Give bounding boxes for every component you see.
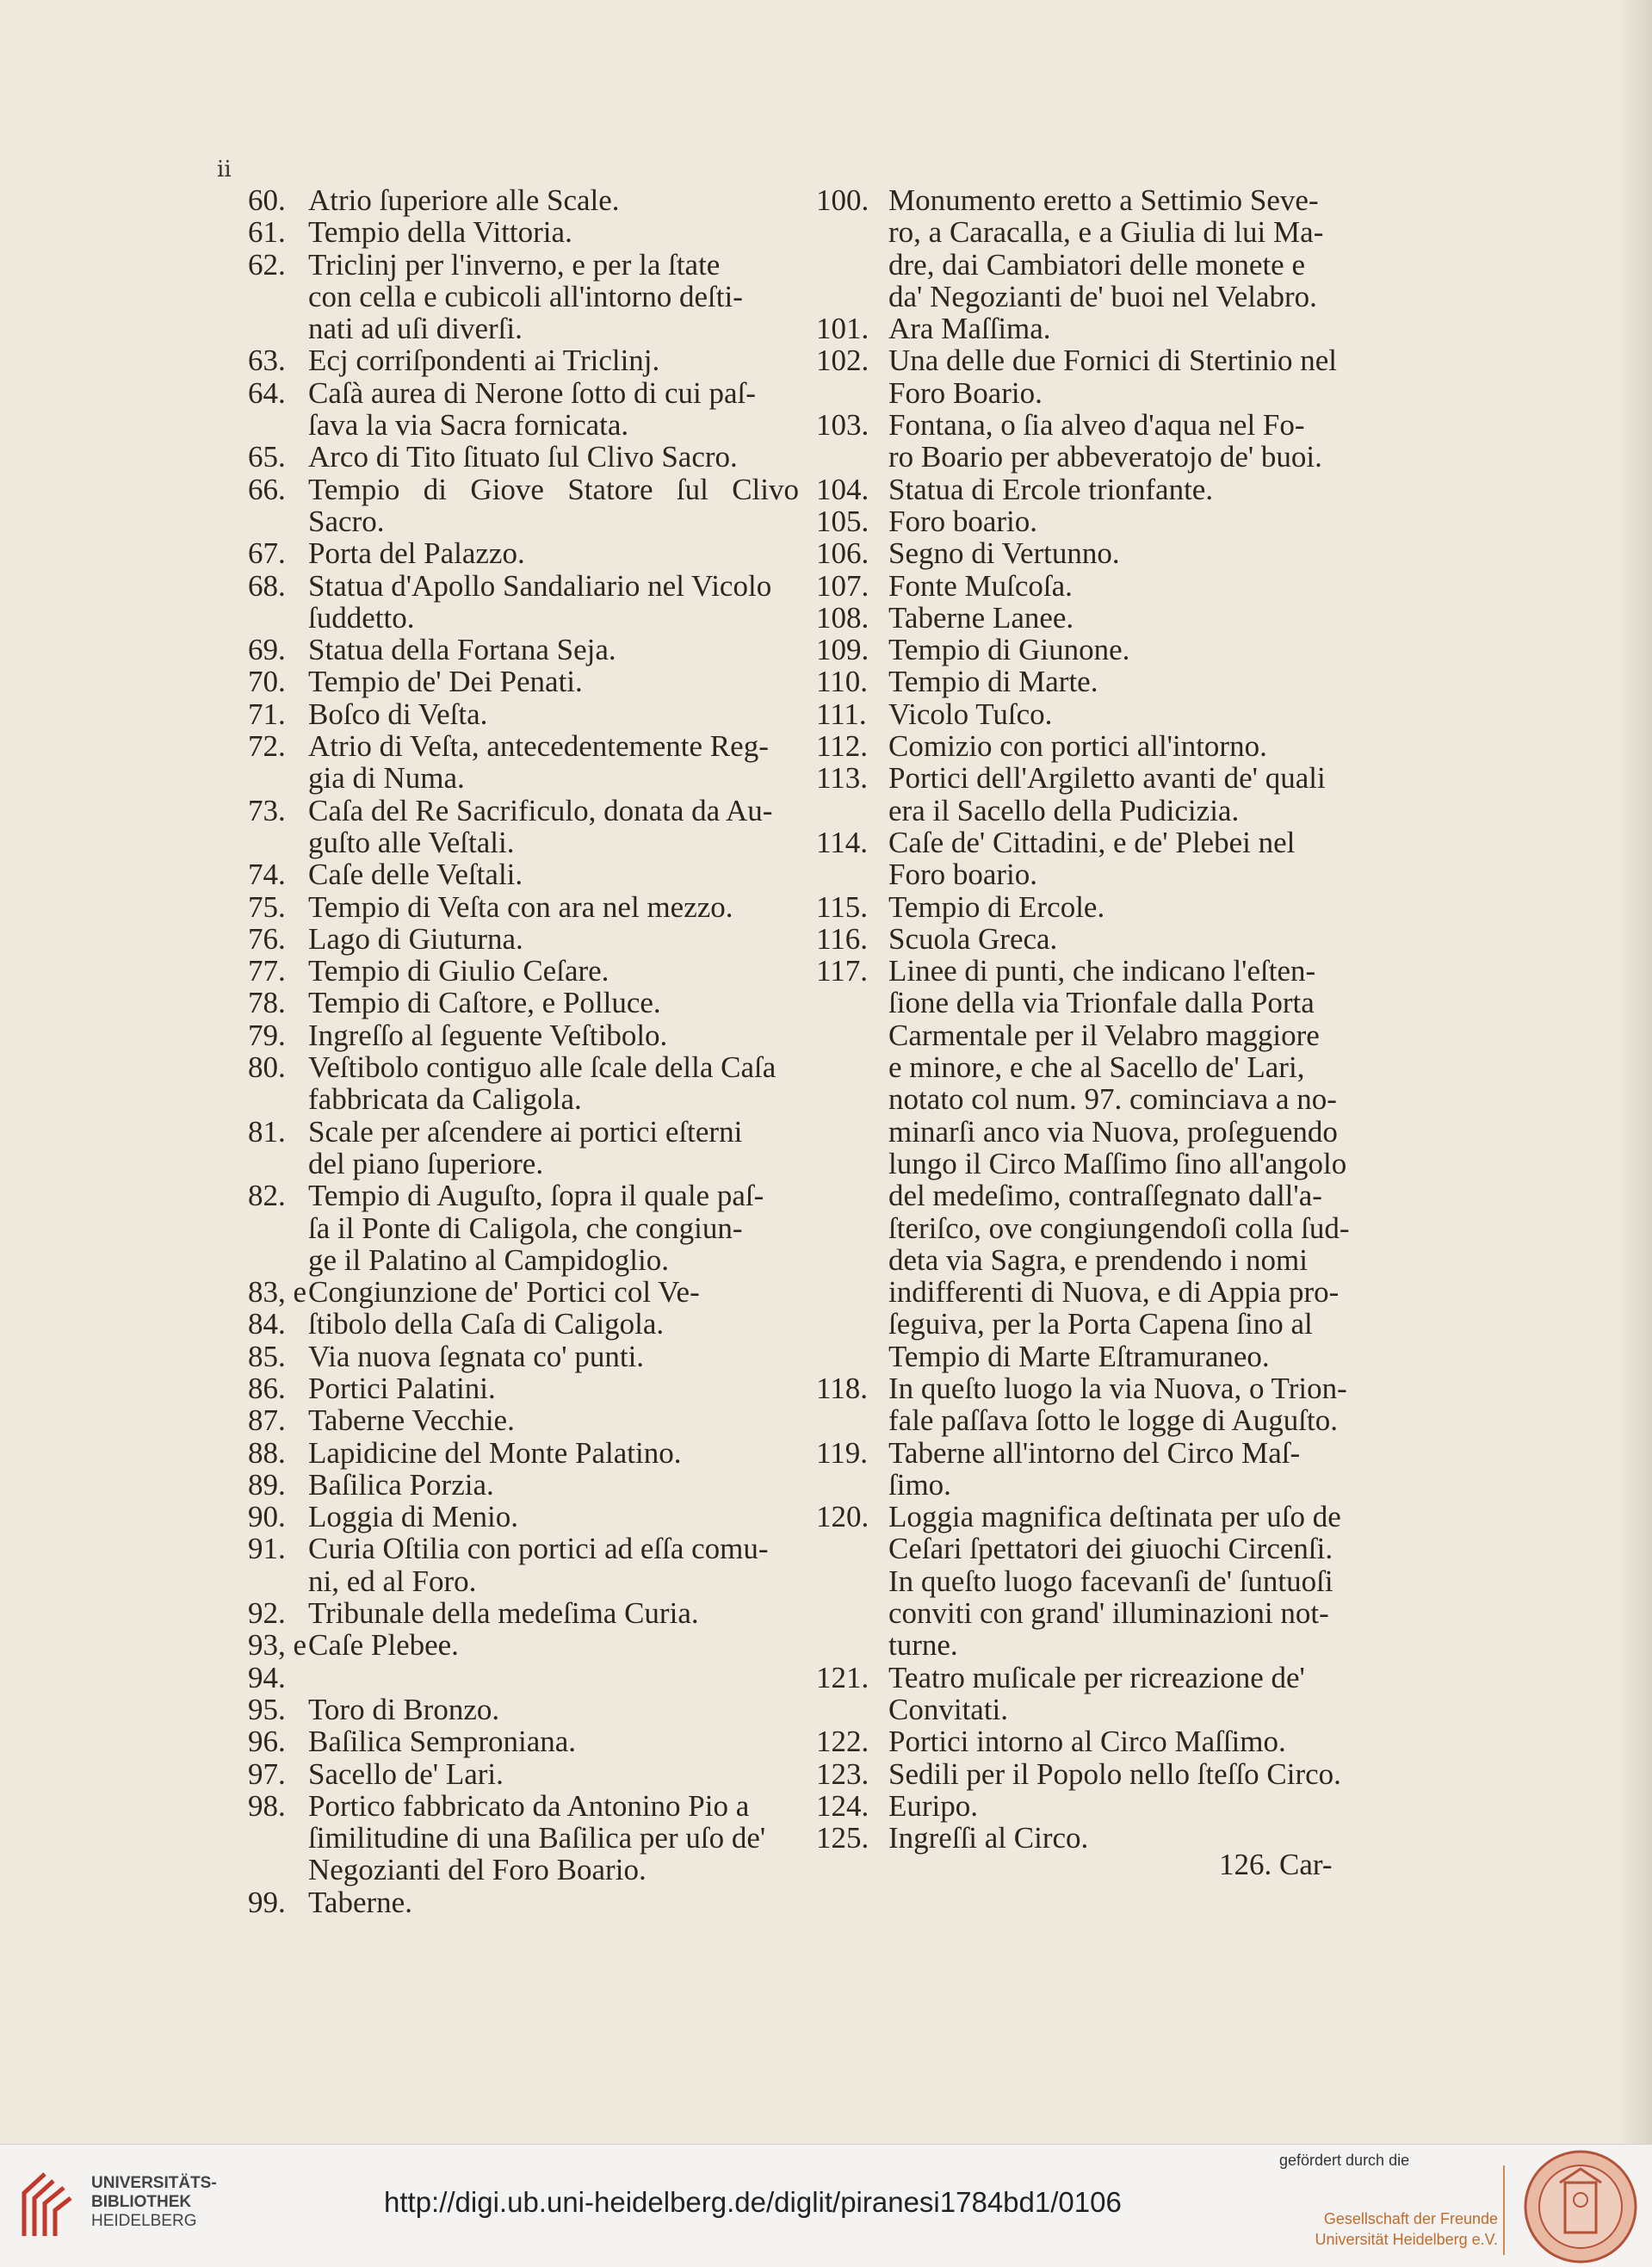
index-entry <box>816 409 1367 474</box>
entry-number: 81. <box>248 1114 286 1149</box>
entry-text: Caſe delle Veſtali. <box>308 858 523 892</box>
entry-number: 86. <box>248 1371 286 1405</box>
library-logo-icon <box>19 2167 74 2241</box>
entry-number: 79. <box>248 1018 286 1052</box>
index-entry <box>248 570 799 635</box>
entry-number: 124. <box>816 1788 869 1823</box>
entry-number: 125. <box>816 1821 869 1855</box>
entry-text: Toro di Bronzo. <box>308 1692 500 1726</box>
entry-text: Taberne all'intorno del Circo Maſ- ſimo. <box>888 1435 1301 1502</box>
right-column <box>816 184 1367 1854</box>
index-entry <box>248 1437 799 1469</box>
index-entry <box>248 1886 799 1918</box>
entry-number: 82. <box>248 1179 286 1213</box>
index-entry <box>248 698 799 730</box>
entry-number: 75. <box>248 889 286 924</box>
entry-text: Curia Oſtilia con portici ad eſſa comu- ni, ed al Foro. <box>308 1532 769 1598</box>
entry-text: Ingreſſi al Circo. <box>888 1821 1089 1855</box>
entry-number: 67. <box>248 536 286 571</box>
viewer-footer <box>0 2144 1652 2267</box>
entry-text: Lapidicine del Monte Palatino. <box>308 1435 682 1470</box>
entry-text: Tempio di Giove Statore ſul Clivo Sacro. <box>308 472 799 538</box>
entry-number: 73. <box>248 793 286 827</box>
index-entry <box>816 730 1367 762</box>
entry-number: 68. <box>248 568 286 603</box>
entry-number: 117. <box>816 954 868 988</box>
entry-number: 72. <box>248 729 286 764</box>
index-entry <box>816 344 1367 409</box>
index-entry <box>248 858 799 890</box>
entry-number: 116. <box>816 921 868 956</box>
entry-text: Caſe de' Cittadini, e de' Plebei nel Foro boario. <box>888 825 1296 892</box>
entry-number: 111. <box>816 697 867 731</box>
library-name <box>91 2174 217 2231</box>
index-entry <box>248 441 799 473</box>
entry-number: 110. <box>816 665 868 699</box>
entry-text: Tempio di Ercole. <box>888 889 1105 924</box>
entry-number: 89. <box>248 1467 286 1502</box>
index-entry <box>248 987 799 1019</box>
permalink-url[interactable]: http://digi.ub.uni-heidelberg.de/diglit/piranesi1784bd1/0106 <box>384 2186 1122 2218</box>
entry-number: 76. <box>248 921 286 956</box>
entry-text: Fontana, o ſia alveo d'aqua nel Fo- ro Boario per abbeveratojo de' buoi. <box>888 408 1322 474</box>
index-entry <box>248 1694 799 1725</box>
entry-number: 113. <box>816 761 868 796</box>
entry-number: 87. <box>248 1403 286 1438</box>
index-entry <box>248 1469 799 1501</box>
entry-text: Boſco di Veſta. <box>308 697 488 731</box>
entry-text: Baſilica Porzia. <box>308 1467 494 1502</box>
entry-text: Una delle due Fornici di Stertinio nel Foro Boario. <box>888 344 1338 410</box>
entry-text: Ara Maſſima. <box>888 312 1051 346</box>
entry-number: 92. <box>248 1596 286 1631</box>
index-entry <box>248 249 799 345</box>
index-entry <box>816 313 1367 344</box>
entry-number: 69. <box>248 633 286 667</box>
entry-text: Tempio di Giunone. <box>888 633 1130 667</box>
entry-number: 115. <box>816 889 868 924</box>
entry-number: 122. <box>816 1725 869 1759</box>
index-entry <box>248 537 799 569</box>
entry-text: Monumento eretto a Settimio Seve- ro, a Caracalla, e a Giulia di lui Ma- dre, dai Cambiatori delle monete e da' Negozianti de' buoi nel Velabro. <box>888 183 1324 313</box>
index-entry <box>816 1758 1367 1790</box>
entry-number: 108. <box>816 600 869 635</box>
library-name-line: BIBLIOTHEK <box>91 2193 192 2211</box>
index-entry <box>248 1501 799 1533</box>
entry-number: 104. <box>816 472 869 506</box>
entry-text: Taberne. <box>308 1885 412 1919</box>
entry-number: 65. <box>248 440 286 474</box>
index-entry <box>248 1116 799 1180</box>
entry-text: Tribunale della medeſima Curia. <box>308 1596 699 1631</box>
index-entry <box>816 762 1367 827</box>
entry-number: 64. <box>248 375 286 410</box>
entry-number: 88. <box>248 1435 286 1470</box>
entry-number: 118. <box>816 1371 868 1405</box>
entry-number: 78. <box>248 986 286 1020</box>
index-entry <box>816 537 1367 569</box>
entry-number: 77. <box>248 954 286 988</box>
entry-text: Fonte Muſcoſa. <box>888 568 1073 603</box>
index-entry <box>248 666 799 697</box>
entry-number: 102. <box>816 344 869 378</box>
entry-number: 107. <box>816 568 869 603</box>
entry-number: 97. <box>248 1756 286 1791</box>
entry-text: Loggia magnifica deſtinata per uſo de Ceſari ſpettatori dei giuochi Circenſi. In queſto luogo facevanſi de' ſuntuoſi conviti con grand' illuminazioni not- turne. <box>888 1500 1341 1663</box>
index-entry <box>248 1051 799 1116</box>
entry-text: Veſtibolo contiguo alle ſcale della Caſa fabbricata da Caligola. <box>308 1050 777 1117</box>
index-entry <box>816 666 1367 697</box>
index-entry <box>248 216 799 248</box>
index-entry <box>816 570 1367 602</box>
entry-number: 70. <box>248 665 286 699</box>
page-marker: ii <box>217 157 232 183</box>
entry-text: Tempio di Marte. <box>888 665 1098 699</box>
sponsor-name-line: Gesellschaft der Freunde <box>1323 2210 1498 2227</box>
entry-text: Loggia di Menio. <box>308 1500 518 1534</box>
entry-text: Ingreſſo al ſeguente Veſtibolo. <box>308 1018 668 1052</box>
entry-number: 105. <box>816 504 869 538</box>
entry-text: Tempio de' Dei Penati. <box>308 665 583 699</box>
index-entry <box>248 1725 799 1757</box>
index-entry <box>248 184 799 216</box>
entry-number: 60. <box>248 183 286 217</box>
index-entry <box>248 474 799 538</box>
entry-text: Foro boario. <box>888 504 1038 538</box>
index-entry <box>248 1758 799 1790</box>
index-entry <box>248 1404 799 1436</box>
entry-text: Caſà aurea di Nerone ſotto di cui paſ- ſava la via Sacra fornicata. <box>308 375 756 443</box>
entry-number: 95. <box>248 1692 286 1726</box>
entry-text: Atrio di Veſta, antecedentemente Reg- gia di Numa. <box>308 729 769 796</box>
entry-number: 74. <box>248 858 286 892</box>
index-entry <box>816 1372 1367 1437</box>
sponsor-name-line: Universität Heidelberg e.V. <box>1315 2231 1498 2248</box>
index-entry <box>816 1662 1367 1726</box>
entry-text: Segno di Vertunno. <box>888 536 1120 571</box>
index-entry <box>248 730 799 795</box>
index-entry <box>248 1372 799 1404</box>
index-entry <box>248 923 799 955</box>
index-entry <box>248 1790 799 1886</box>
entry-text: Taberne Vecchie. <box>308 1403 515 1438</box>
entry-number: 62. <box>248 247 286 282</box>
index-entry <box>816 955 1367 1372</box>
index-entry <box>248 795 799 859</box>
entry-number: 80. <box>248 1050 286 1085</box>
index-entry <box>816 505 1367 537</box>
entry-text: Tempio della Vittoria. <box>308 215 572 250</box>
entry-text: Sacello de' Lari. <box>308 1756 504 1791</box>
entry-text: Tempio di Veſta con ara nel mezzo. <box>308 889 733 924</box>
sponsor-name <box>1281 2208 1498 2250</box>
entry-number: 61. <box>248 215 286 250</box>
index-entry <box>816 1437 1367 1502</box>
entry-text: Comizio con portici all'intorno. <box>888 729 1267 764</box>
entry-text: Statua della Fortana Seja. <box>308 633 616 667</box>
entry-text: Lago di Giuturna. <box>308 921 523 956</box>
catchword: 126. Car- <box>1219 1848 1333 1881</box>
entry-text: Congiunzione de' Portici col Ve- ſtibolo della Caſa di Caligola. <box>308 1275 700 1341</box>
entry-text: Tempio di Auguſto, ſopra il quale paſ- ſa il Ponte di Caligola, che congiun- ge il Palatino al Campidoglio. <box>308 1179 764 1277</box>
entry-text: Scale per aſcendere ai portici eſterni del piano ſuperiore. <box>308 1114 743 1180</box>
index-entry <box>816 891 1367 923</box>
entry-number: 85. <box>248 1339 286 1373</box>
entry-number: 99. <box>248 1885 286 1919</box>
entry-number: 66. <box>248 472 286 506</box>
entry-text: Baſilica Semproniana. <box>308 1725 577 1759</box>
index-entry <box>248 1533 799 1597</box>
entry-text: Caſa del Re Sacrificulo, donata da Au- guſto alle Veſtali. <box>308 793 773 859</box>
entry-text: Caſe Plebee. <box>308 1628 459 1663</box>
entry-text: Porta del Palazzo. <box>308 536 525 571</box>
index-entry <box>248 1341 799 1372</box>
entry-number: 63. <box>248 344 286 378</box>
entry-number: 90. <box>248 1500 286 1534</box>
entry-number: 109. <box>816 633 869 667</box>
entry-text: Sedili per il Popolo nello ſteſſo Circo. <box>888 1756 1341 1791</box>
entry-text: Teatro muſicale per ricreazione de' Convitati. <box>888 1660 1305 1726</box>
entry-text: In queſto luogo la via Nuova, o Trion- fale paſſava ſotto le logge di Auguſto. <box>888 1371 1347 1438</box>
university-seal-icon <box>1522 2148 1639 2265</box>
library-name-line: UNIVERSITÄTS- <box>91 2174 217 2192</box>
entry-number: 91. <box>248 1532 286 1566</box>
entry-text: Portico fabbricato da Antonino Pio a ſimilitudine di una Baſilica per uſo de' Negozianti del Foro Boario. <box>308 1788 766 1887</box>
index-entry <box>248 1180 799 1276</box>
entry-text: Statua d'Apollo Sandaliario nel Vicolo ſuddetto. <box>308 568 772 635</box>
entry-text: Ecj corriſpondenti ai Triclinj. <box>308 344 660 378</box>
entry-number: 93, e 94. <box>248 1628 307 1694</box>
index-entry <box>248 1276 799 1341</box>
index-entry <box>816 634 1367 666</box>
index-entry <box>816 827 1367 891</box>
entry-number: 106. <box>816 536 869 571</box>
library-name-line: HEIDELBERG <box>91 2212 197 2230</box>
index-entry <box>248 1597 799 1629</box>
entry-text: Scuola Greca. <box>888 921 1058 956</box>
entry-number: 103. <box>816 408 869 443</box>
index-entry <box>816 1501 1367 1661</box>
entry-text: Statua di Ercole trionfante. <box>888 472 1214 506</box>
entry-number: 71. <box>248 697 286 731</box>
index-entry <box>248 1629 799 1694</box>
entry-text: Arco di Tito ſituato ſul Clivo Sacro. <box>308 440 738 474</box>
entry-number: 112. <box>816 729 868 764</box>
entry-number: 121. <box>816 1660 869 1694</box>
index-entry <box>816 1725 1367 1757</box>
entry-number: 101. <box>816 312 869 346</box>
index-entry <box>816 602 1367 634</box>
entry-number: 100. <box>816 183 869 217</box>
entry-text: Taberne Lanee. <box>888 600 1074 635</box>
entry-text: Tempio di Caſtore, e Polluce. <box>308 986 661 1020</box>
index-entry <box>248 344 799 376</box>
entry-text: Portici dell'Argiletto avanti de' quali era il Sacello della Pudicizia. <box>888 761 1326 827</box>
index-entry <box>248 891 799 923</box>
entry-number: 123. <box>816 1756 869 1791</box>
index-entry <box>816 184 1367 313</box>
entry-text: Atrio ſuperiore alle Scale. <box>308 183 620 217</box>
entry-text: Linee di punti, che indicano l'eſten- ſione della via Trionfale dalla Porta Carmentale per il Velabro maggiore e minore, e che al Sacello de' Lari, notato col num. 97. cominciava a no- minarſi anco via Nuova, proſeguendo lungo il Circo Maſſimo ſino all'angolo del medeſimo, contraſſegnato dall'a- ſteriſco, ove congiungendoſi colla ſud- deta via Sagra, e prendendo i nomi indifferenti di Nuova, e di Appia pro- ſeguiva, per la Porta Capena ſino al Tempio di Marte Eſtramuraneo. <box>888 954 1350 1373</box>
entry-text: Tempio di Giulio Ceſare. <box>308 954 609 988</box>
index-entry <box>816 923 1367 955</box>
entry-text: Euripo. <box>888 1788 979 1823</box>
entry-text: Triclinj per l'inverno, e per la ſtate con cella e cubicoli all'intorno deſti- nati ad uſi diverſi. <box>308 247 743 346</box>
sponsor-label: gefördert durch die <box>1279 2152 1410 2169</box>
left-column <box>248 184 799 1918</box>
entry-number: 120. <box>816 1500 869 1534</box>
index-entry <box>248 1019 799 1051</box>
index-entry <box>816 698 1367 730</box>
entry-number: 119. <box>816 1435 868 1470</box>
entry-text: Vicolo Tuſco. <box>888 697 1053 731</box>
entry-number: 98. <box>248 1788 286 1823</box>
index-entry <box>248 955 799 987</box>
footer-divider <box>1503 2165 1505 2255</box>
entry-number: 96. <box>248 1725 286 1759</box>
entry-text: Portici Palatini. <box>308 1371 496 1405</box>
index-entry <box>248 634 799 666</box>
entry-number: 83, e 84. <box>248 1275 307 1341</box>
index-entry <box>816 474 1367 505</box>
entry-text: Portici intorno al Circo Maſſimo. <box>888 1725 1286 1759</box>
index-entry <box>248 377 799 442</box>
entry-text: Via nuova ſegnata co' punti. <box>308 1339 645 1373</box>
index-entry <box>816 1790 1367 1822</box>
entry-number: 114. <box>816 825 868 859</box>
